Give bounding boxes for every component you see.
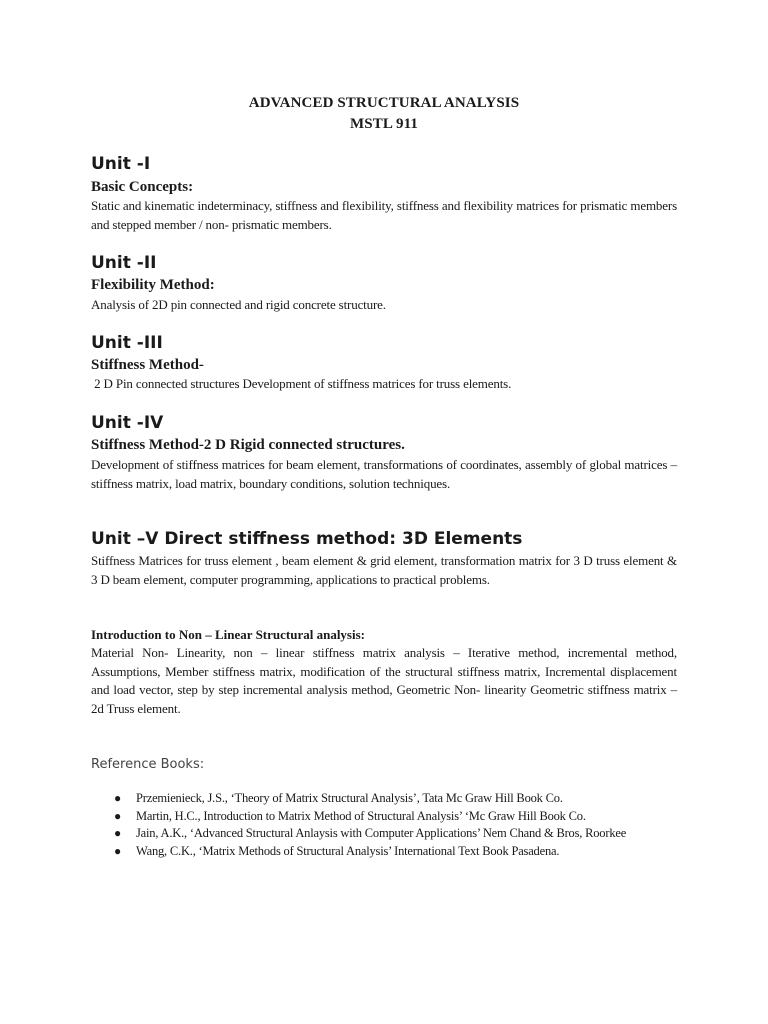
unit-4-subheading: Stiffness Method-2 D Rigid connected structures. <box>91 437 405 453</box>
bullet-icon: ● <box>114 843 122 858</box>
reference-text: Martin, H.C., Introduction to Matrix Method of Structural Analysis’ ‘Mc Graw Hill Book Co. <box>136 808 586 823</box>
course-code: MSTL 911 <box>350 116 418 132</box>
unit-1-subheading: Basic Concepts: <box>91 179 194 195</box>
unit-1-heading: Unit -I <box>91 154 151 174</box>
unit-4-body: Development of stiffness matrices for beam element, transformations of coordinates, assembly of global matrices – stiffness matrix, load matrix, boundary conditions, solution techniques. <box>91 457 677 491</box>
bullet-icon: ● <box>114 826 122 840</box>
nonlinear-body: Material Non- Linearity, non – linear stiffness matrix analysis – Iterative method, incremental method, Assumptions, Member stiffness matrix, modification of the structural stiffness matrix, Incremental displacement and load vector, step by step incremental analysis method, Geometric Non- linearity Geometric stiffness matrix – 2d Truss element. <box>91 645 677 716</box>
reference-item <box>91 825 671 843</box>
reference-text: Wang, C.K., ‘Matrix Methods of Structural Analysis’ International Text Book Pasadena. <box>136 843 560 858</box>
bullet-icon: ● <box>114 791 122 805</box>
references-heading: Reference Books: <box>91 757 205 772</box>
unit-2-body: Analysis of 2D pin connected and rigid concrete structure. <box>91 297 386 312</box>
nonlinear-heading: Introduction to Non – Linear Structural analysis: <box>91 627 365 642</box>
bullet-icon: ● <box>114 808 122 823</box>
reference-item <box>91 790 671 808</box>
unit-1-body: Static and kinematic indeterminacy, stiffness and flexibility, stiffness and flexibility matrices for prismatic members and stepped member / non- prismatic members. <box>91 198 677 232</box>
reference-item <box>91 808 671 826</box>
unit-5-heading: Unit –V Direct stiffness method: 3D Elements <box>91 529 523 549</box>
reference-item <box>91 843 671 861</box>
reference-text: Przemienieck, J.S., ‘Theory of Matrix Structural Analysis’, Tata Mc Graw Hill Book Co. <box>136 791 563 805</box>
unit-3-subheading: Stiffness Method- <box>91 357 204 373</box>
unit-4-heading: Unit -IV <box>91 413 164 433</box>
unit-3-heading: Unit -III <box>91 333 163 353</box>
course-title: ADVANCED STRUCTURAL ANALYSIS <box>248 95 520 111</box>
unit-2-heading: Unit -II <box>91 253 157 273</box>
reference-text: Jain, A.K., ‘Advanced Structural Anlaysis with Computer Applications’ Nem Chand & Bros, Roorkee <box>136 826 627 840</box>
references-list <box>91 790 671 860</box>
unit-2-subheading: Flexibility Method: <box>91 277 215 293</box>
unit-5-body: Stiffness Matrices for truss element , beam element & grid element, transformation matrix for 3 D truss element & 3 D beam element, computer programming, applications to practical problems. <box>91 553 677 587</box>
unit-3-body: 2 D Pin connected structures Development of stiffness matrices for truss elements. <box>91 376 512 391</box>
